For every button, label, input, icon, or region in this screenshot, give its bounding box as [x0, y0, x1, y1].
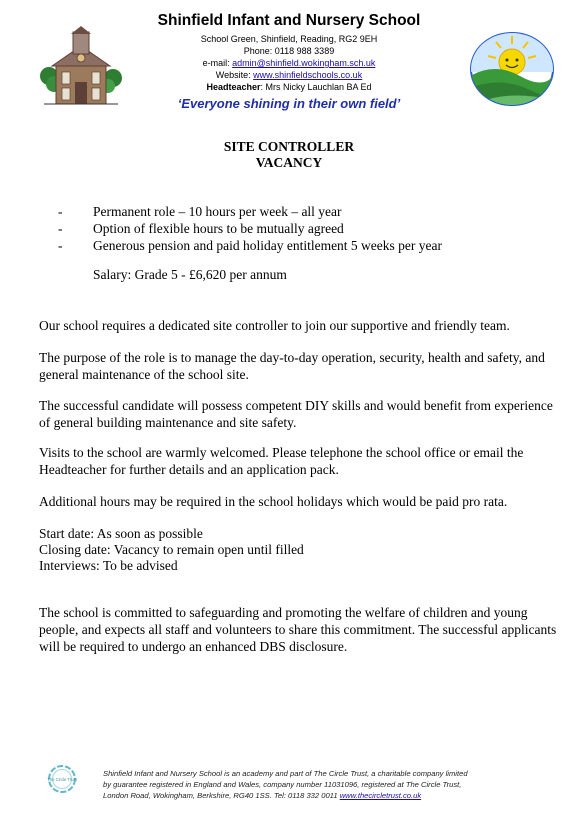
start-date: Start date: As soon as possible: [39, 526, 203, 541]
email-link[interactable]: admin@shinfield.wokingham.sch.uk: [232, 58, 376, 68]
skills-paragraph: The successful candidate will possess competent DIY skills and would benefit from experience of general building maintenance and site safety.: [39, 398, 553, 430]
role-highlights: [58, 203, 538, 254]
list-item: [58, 237, 538, 254]
headteacher-label: Headteacher: [206, 82, 261, 92]
logo-text: The Circle Trust: [47, 777, 77, 782]
closing-date: Closing date: Vacancy to remain open until filled: [39, 542, 304, 557]
circle-trust-logo: [47, 764, 77, 794]
vacancy-title: SITE CONTROLLER: [223, 139, 355, 154]
school-motto: ‘Everyone shining in their own field’: [177, 96, 401, 111]
email-label: e-mail:: [202, 58, 233, 68]
visits-paragraph: Visits to the school are warmly welcomed. Please telephone the school office or email the Headteacher for further details and an application pack.: [39, 445, 524, 477]
list-item: [58, 220, 538, 237]
bullet-text: Permanent role – 10 hours per week – all year: [93, 204, 342, 219]
trust-website-link[interactable]: www.thecircletrust.co.uk: [339, 791, 422, 800]
footer-line: Shinfield Infant and Nursery School is an academy and part of The Circle Trust, a charitable company limited: [103, 769, 468, 778]
interviews-date: Interviews: To be advised: [39, 558, 178, 573]
hours-paragraph: Additional hours may be required in the school holidays which would be paid pro rata.: [39, 494, 508, 509]
sun-field-logo: [470, 32, 554, 106]
vacancy-subtitle: VACANCY: [255, 155, 323, 170]
footer-legal-text: [103, 768, 543, 801]
school-address: School Green, Shinfield, Reading, RG2 9EH: [200, 34, 378, 44]
school-name: Shinfield Infant and Nursery School: [157, 12, 421, 29]
salary-line: Salary: Grade 5 - £6,620 per annum: [93, 267, 287, 282]
purpose-paragraph: The purpose of the role is to manage the day-to-day operation, security, health and safety, and general maintenance of the school site.: [39, 350, 545, 382]
footer-address: London Road, Wokingham, Berkshire, RG40 1SS. Tel: 0118 332 0011: [103, 791, 340, 800]
bullet-marker: -: [58, 221, 63, 236]
safeguarding-statement: The school is committed to safeguarding and promoting the welfare of children and young people, and expects all staff and volunteers to share this commitment. The successful applicants will be required to undergo an enhanced DBS disclosure.: [39, 605, 557, 654]
website-link[interactable]: www.shinfieldschools.co.uk: [253, 70, 363, 80]
school-phone: Phone: 0118 988 3389: [243, 46, 335, 56]
footer-line: [103, 790, 543, 801]
headteacher-name: : Mrs Nicky Lauchlan BA Ed: [260, 82, 372, 92]
letterhead: [0, 0, 578, 120]
bullet-marker: -: [58, 204, 63, 219]
bullet-marker: -: [58, 238, 63, 253]
bullet-text: Generous pension and paid holiday entitlement 5 weeks per year: [93, 238, 443, 253]
list-item: [58, 203, 538, 220]
bullet-text: Option of flexible hours to be mutually agreed: [93, 221, 344, 236]
footer-line: by guarantee registered in England and Wales, company number 11031096, registered at The Circle Trust,: [103, 780, 462, 789]
website-label: Website:: [215, 70, 254, 80]
intro-paragraph: Our school requires a dedicated site controller to join our supportive and friendly team.: [39, 318, 510, 333]
